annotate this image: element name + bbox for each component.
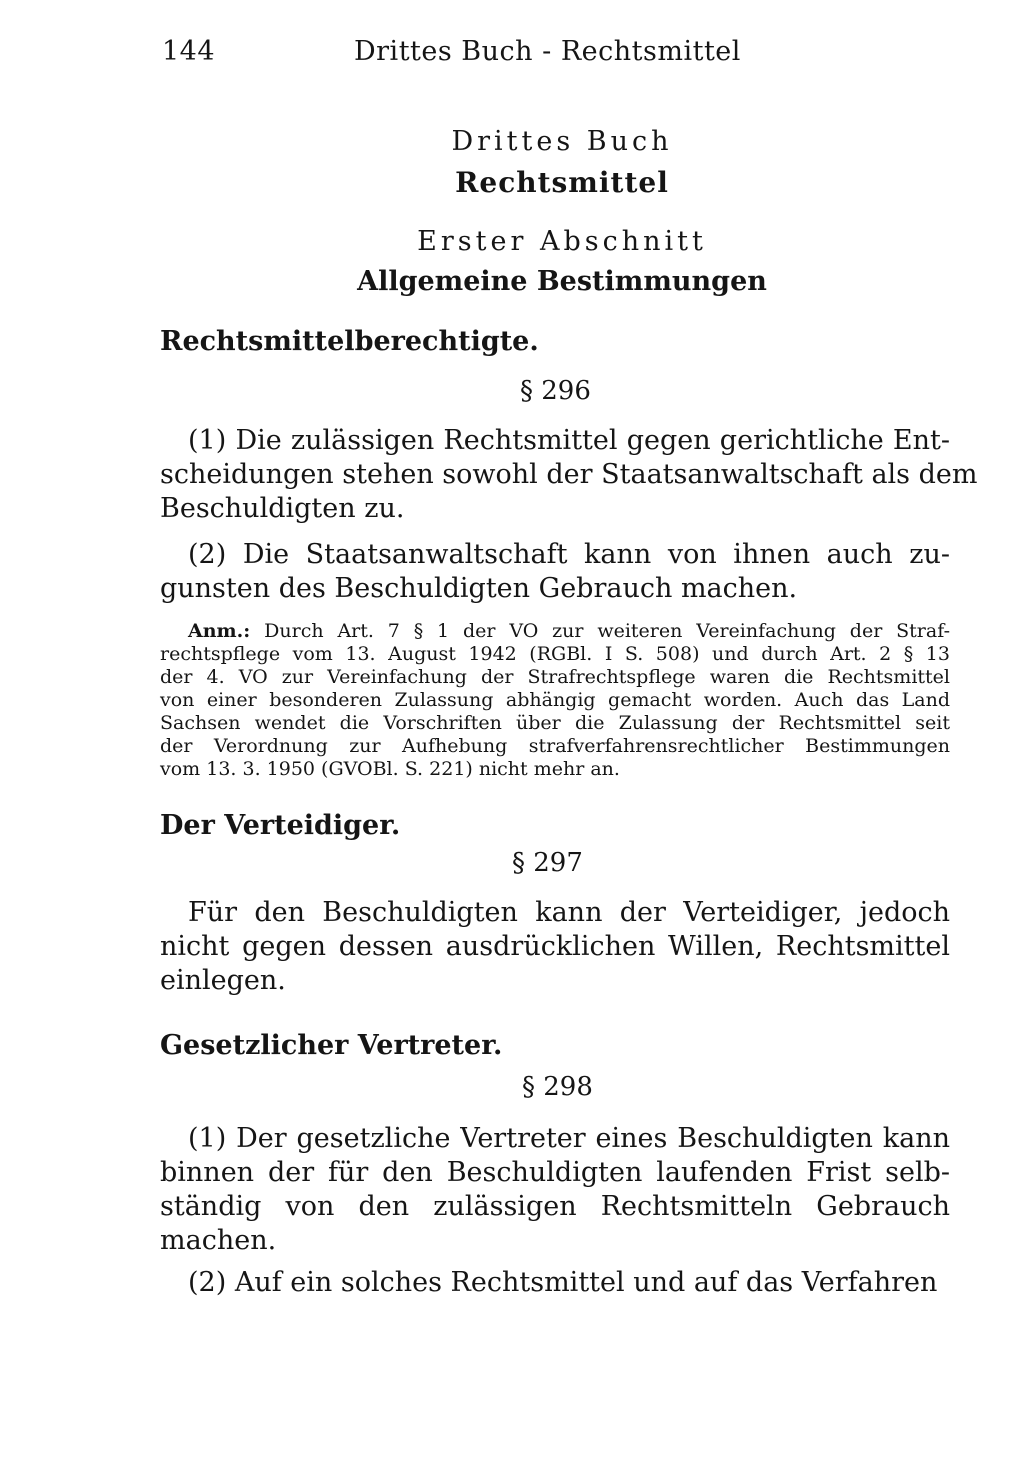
text-line: gunsten des Beschuldigten Gebrauch machen.: [160, 573, 798, 604]
paragraph-number-297: § 297: [512, 848, 583, 878]
text-line: scheidungen stehen sowohl der Staatsanwaltschaft als dem: [160, 459, 978, 490]
side-heading-297: Der Verteidiger.: [160, 810, 401, 841]
text-line: einlegen.: [160, 965, 286, 996]
note-line: Sachsen wendet die Vorschriften über die Zulassung der Rechtsmittel seit: [160, 712, 950, 734]
text-line: (1) Die zulässigen Rechtsmittel gegen gerichtliche Ent-: [188, 425, 950, 456]
text-line: nicht gegen dessen ausdrücklichen Willen, Rechtsmittel: [160, 931, 950, 962]
note-line: der 4. VO zur Vereinfachung der Strafrechtspflege waren die Rechtsmittel: [160, 666, 950, 688]
section-title: Allgemeine Bestimmungen: [357, 266, 767, 297]
text-line: (2) Die Staatsanwaltschaft kann von ihnen auch zu-: [188, 539, 950, 570]
note-label: Anm.:: [188, 620, 251, 642]
note-line: von einer besonderen Zulassung abhängig gemacht worden. Auch das Land: [160, 689, 950, 711]
text-line: binnen der für den Beschuldigten laufenden Frist selb-: [160, 1157, 950, 1188]
note-line: vom 13. 3. 1950 (GVOBl. S. 221) nicht mehr an.: [160, 758, 620, 780]
side-heading-298: Gesetzlicher Vertreter.: [160, 1030, 503, 1061]
running-title: Drittes Buch - Rechtsmittel: [354, 36, 741, 67]
note-line: [160, 620, 950, 643]
text-line: Beschuldigten zu.: [160, 493, 405, 524]
text-line: (2) Auf ein solches Rechtsmittel und auf das Verfahren: [188, 1267, 938, 1298]
side-heading-296: Rechtsmittelberechtigte.: [160, 326, 539, 357]
book-title: Rechtsmittel: [455, 166, 669, 199]
s297-text: [160, 896, 950, 998]
s296-abs1: [160, 424, 978, 526]
paragraph-number-298: § 298: [522, 1072, 593, 1102]
text-line: machen.: [160, 1225, 277, 1256]
page-number: 144: [162, 36, 216, 67]
book-label: Drittes Buch: [451, 126, 673, 157]
section-label: Erster Abschnitt: [417, 226, 707, 257]
annotation-note: [160, 620, 950, 781]
text-line: Für den Beschuldigten kann der Verteidiger, jedoch: [188, 897, 950, 928]
running-header: [162, 36, 741, 67]
note-first-text: Durch Art. 7 § 1 der VO zur weiteren Vereinfachung der Straf-: [264, 620, 950, 642]
text-line: ständig von den zulässigen Rechtsmitteln Gebrauch: [160, 1191, 950, 1222]
paragraph-number-296: § 296: [520, 376, 591, 406]
note-line: der Verordnung zur Aufhebung strafverfahrensrechtlicher Bestimmungen: [160, 735, 950, 757]
s296-abs2: [160, 538, 950, 606]
note-line: rechtspflege vom 13. August 1942 (RGBl. I S. 508) und durch Art. 2 § 13: [160, 643, 950, 665]
s298-abs1: [160, 1122, 950, 1258]
text-line: (1) Der gesetzliche Vertreter eines Beschuldigten kann: [188, 1123, 950, 1154]
s298-abs2: [160, 1266, 950, 1300]
